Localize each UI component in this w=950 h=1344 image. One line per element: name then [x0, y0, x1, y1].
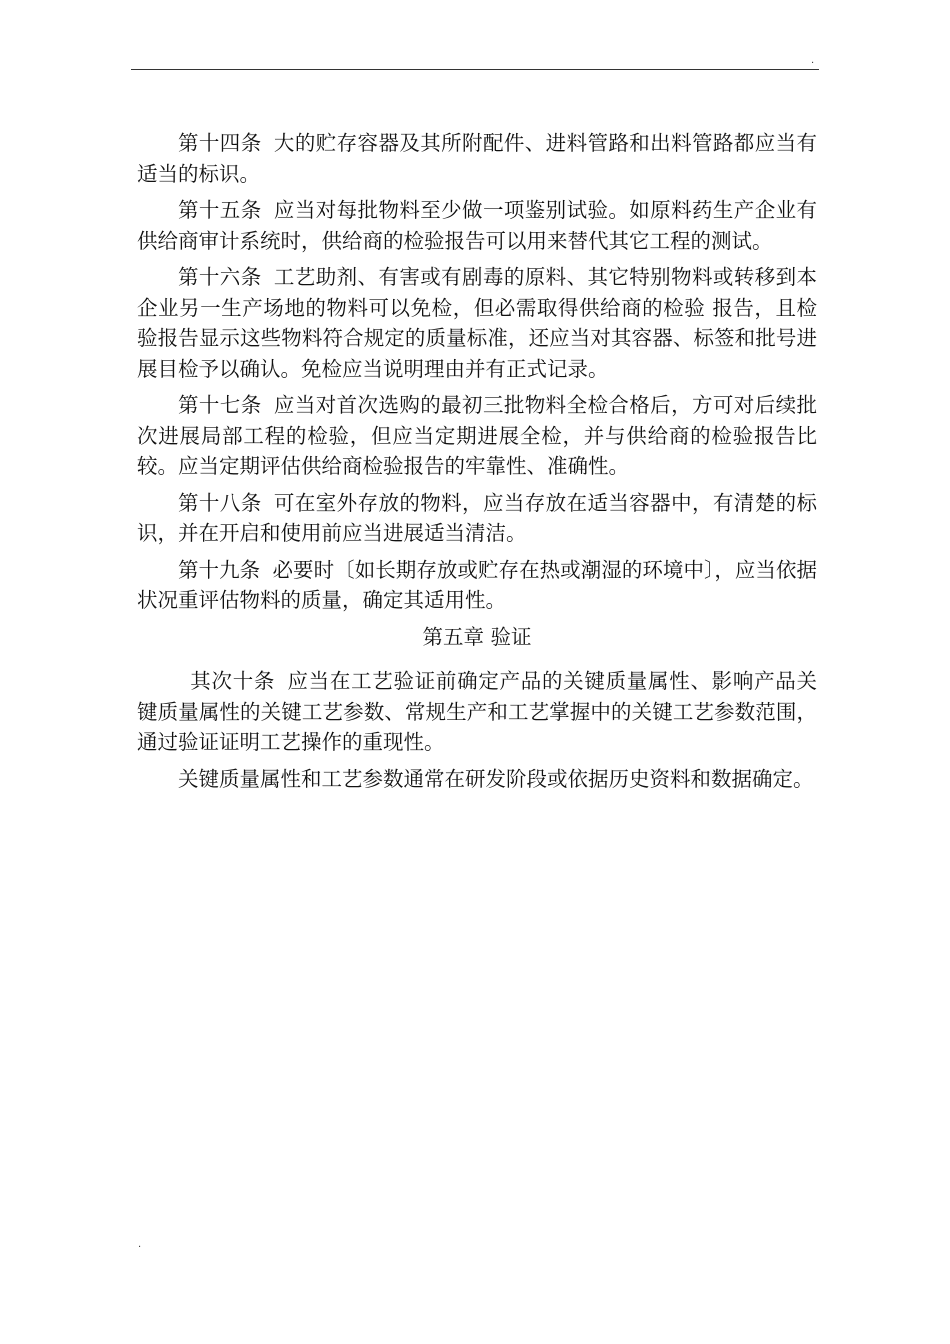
article-14: [137, 128, 817, 189]
header-rule: [131, 69, 819, 70]
document-body: [137, 128, 817, 800]
article-label: 其次十条: [190, 669, 276, 693]
article-label: 第十六条: [178, 265, 262, 289]
article-19: [137, 555, 817, 616]
article-text: 可在室外存放的物料，应当存放在适当容器中，有清楚的标识，并在开启和使用前应当进展适当清洁。: [137, 490, 818, 545]
chapter-title: 第五章 验证: [422, 624, 532, 649]
article-label: 第十五条: [178, 198, 262, 222]
article-label: 第十九条: [178, 557, 261, 582]
closing-paragraph: 关键质量属性和工艺参数通常在研发阶段或依据历史资料和数据确定。: [178, 766, 814, 791]
header-mark: .: [811, 55, 815, 66]
article-15: [137, 195, 817, 256]
article-17: [137, 390, 817, 482]
article-text: 应当对首次选购的最初三批物料全检合格后，方可对后续批次进展局部工程的检验，但应当定期进展全检，并与供给商的检验报告比较。应当定期评估供给商检验报告的牢靠性、准确性。: [137, 393, 818, 478]
article-text: 应当对每批物料至少做一项鉴别试验。如原料药生产企业有供给商审计系统时，供给商的检验报告可以用来替代其它工程的测试。: [137, 198, 818, 253]
article-text: 应当在工艺验证前确定产品的关键质量属性、影响产品关键质量属性的关键工艺参数、常规生产和工艺掌握中的关键工艺参数范围，通过验证证明工艺操作的重现性。: [137, 669, 817, 754]
article-16: [137, 262, 817, 384]
article-text: 必要时〔如长期存放或贮存在热或潮湿的环境中〕，应当依据状况重评估物料的质量，确定其适用性。: [137, 557, 818, 612]
article-text: 工艺助剂、有害或有剧毒的原料、其它特别物料或转移到本企业另一生产场地的物料可以免检，但必需取得供给商的检验 报告，且检验报告显示这些物料符合规定的质量标准，还应当对其容器、标签和批号进展目检予以确认。免检应当说明理由并有正式记录。: [137, 265, 818, 381]
article-text: 大的贮存容器及其所附配件、进料管路和出料管路都应当有适当的标识。: [137, 131, 818, 186]
article-label: 第十七条: [178, 393, 262, 417]
article-label: 第十四条: [178, 131, 262, 155]
footer-mark: .: [138, 1239, 142, 1250]
article-label: 第十八条: [178, 490, 262, 515]
article-20: [137, 666, 817, 758]
article-18: [137, 488, 817, 549]
